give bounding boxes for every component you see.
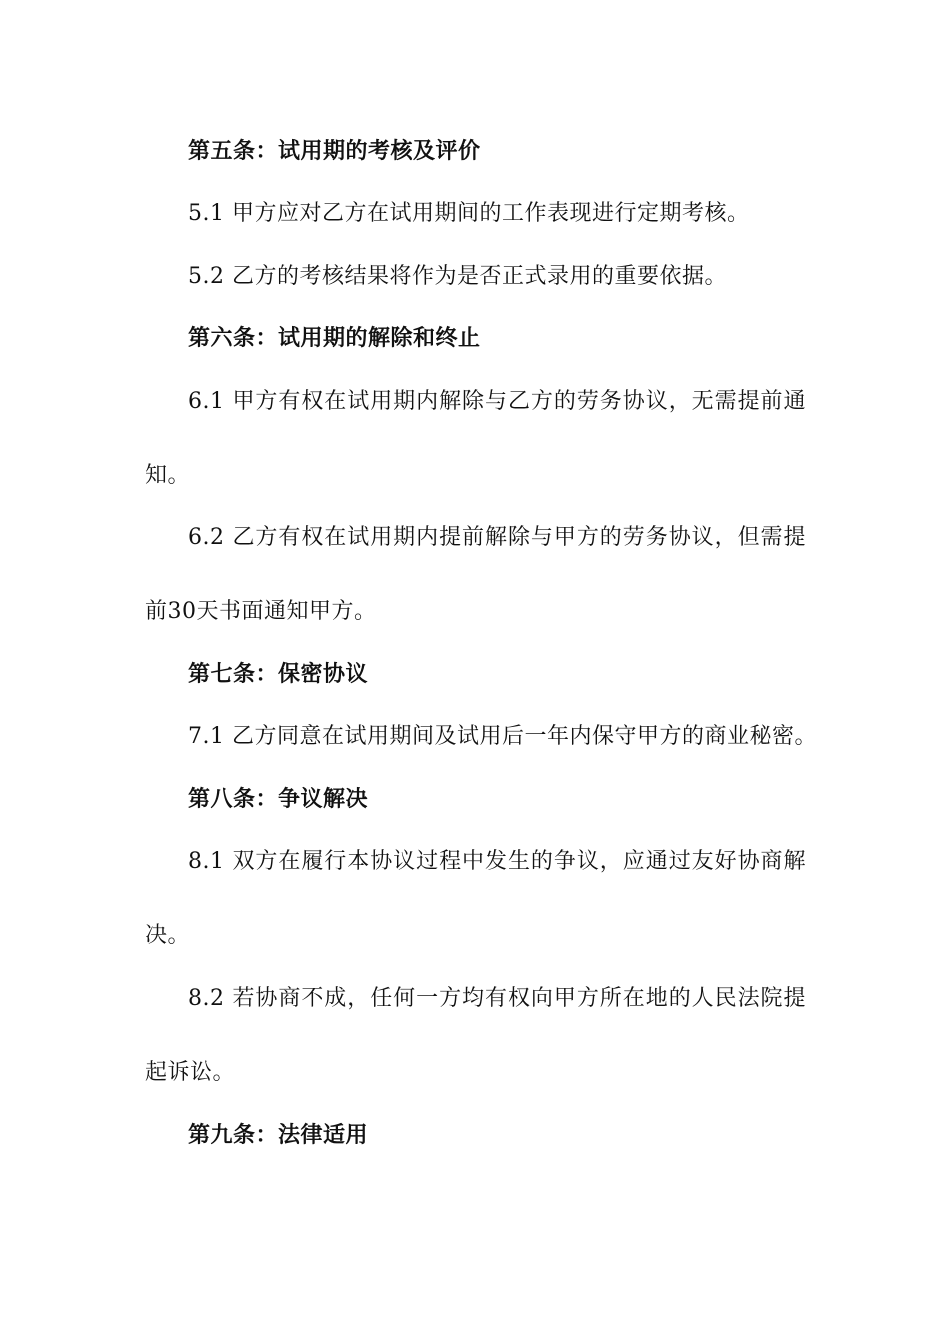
section-heading-5: 第五条：试用期的考核及评价 [188, 139, 481, 164]
clause-6-1-line-2: 知。 [145, 463, 191, 488]
section-heading-7: 第七条：保密协议 [188, 662, 369, 687]
section-heading-6: 第六条：试用期的解除和终止 [188, 326, 481, 351]
clause-6-2-line-1: 6.2 乙方有权在试用期内提前解除与甲方的劳务协议，但需提 [188, 525, 806, 550]
clause-6-1-line-1: 6.1 甲方有权在试用期内解除与乙方的劳务协议，无需提前通 [188, 389, 806, 414]
clause-8-2-line-1: 8.2 若协商不成，任何一方均有权向甲方所在地的人民法院提 [188, 986, 806, 1011]
section-heading-8: 第八条：争议解决 [188, 787, 369, 812]
clause-5-1: 5.1 甲方应对乙方在试用期间的工作表现进行定期考核。 [188, 201, 750, 226]
clause-8-2-line-2: 起诉讼。 [145, 1060, 236, 1085]
clause-7-1: 7.1 乙方同意在试用期间及试用后一年内保守甲方的商业秘密。 [188, 724, 817, 749]
clause-5-2: 5.2 乙方的考核结果将作为是否正式录用的重要依据。 [188, 264, 727, 289]
clause-6-2-line-2: 前30天书面通知甲方。 [145, 599, 377, 624]
clause-8-1-line-1: 8.1 双方在履行本协议过程中发生的争议，应通过友好协商解 [188, 849, 806, 874]
section-heading-9: 第九条：法律适用 [188, 1123, 369, 1148]
clause-8-1-line-2: 决。 [145, 923, 191, 948]
